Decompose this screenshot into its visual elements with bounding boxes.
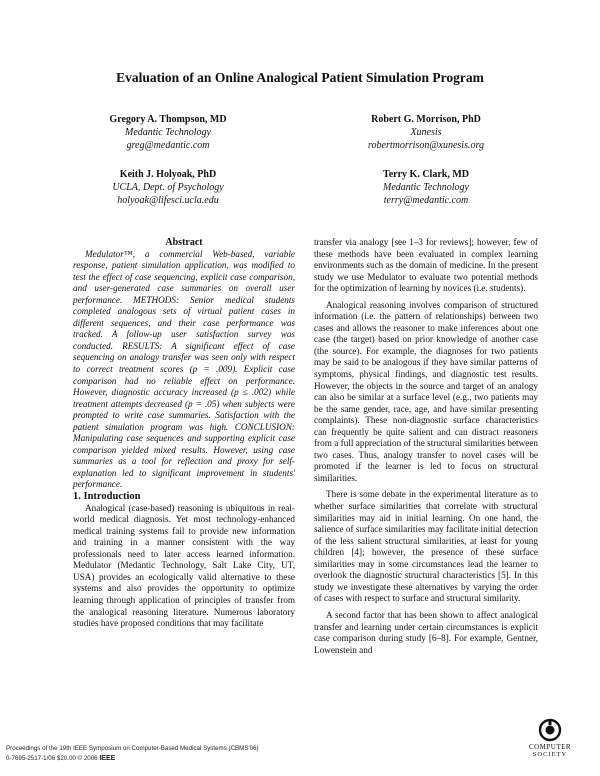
author-block xyxy=(68,168,268,207)
author-email[interactable]: holyoak@lifesci.ucla.edu xyxy=(117,195,219,206)
logo-line2: SOCIETY xyxy=(532,751,568,758)
author-block xyxy=(326,113,526,152)
body-paragraph: There is some debate in the experimental literature as to whether surface similarities that correlate with structural similarities may aid in initial learning. On one hand, the salience of surface similarities may facilitate initial detection of the less salient structural similarities, at least for young children [4]; however, the presence of these surface similarities may in some circumstances lead the learner to overlook the diagnostic structural characteristics [5]. In this study we investigate these alternatives by varying the order of cases with respect to surface and structural similarity. xyxy=(314,489,538,604)
body-paragraph: Analogical reasoning involves comparison of structured information (i.e. the pattern of relationships) between two cases and allows the reasoner to make inferences about one case (the target) based on prior knowledge of another case (the source). For example, the diagnoses for two patients may be said to be analogous if they have similar patterns of symptoms, physical findings, and diagnostic test results. However, the objects in the source and target of an analogy can also be similar at a surface level (e.g., two patients may be the same gender, race, age, and have similar presenting complaints). These non-diagnostic surface characteristics can frequently be quite salient and can distract reasoners from a full appreciation of the structural similarities between two cases. Thus, analogy transfer to novel cases will be promoted if the learner is led to focus on structural similarities. xyxy=(314,299,538,483)
author-affiliation: Medantic Technology xyxy=(124,127,211,138)
author-affiliation: UCLA, Dept. of Psychology xyxy=(112,182,224,193)
author-name: Keith J. Holyoak, PhD xyxy=(119,169,217,180)
proceedings-footer: Proceedings of the 19th IEEE Symposium on Computer-Based Medical Systems (CBMS'06) xyxy=(6,745,259,752)
body-paragraph: transfer via analogy [see 1–3 for reviews]; however, few of these methods have been evaluated in complex learning environments such as the domain of medicine. In the present study we use Medulator to evaluate two potential methods for the optimization of learning by novices (i.e. students). xyxy=(314,237,538,294)
abstract-heading: Abstract xyxy=(165,237,203,248)
ieee-mark: IEEE xyxy=(99,755,116,762)
abstract-text: Medulator™, a commercial Web-based, variable response, patient simulation application, was modified to test the effect of case sequencing, explicit case comparison, and user-generated case summaries on overall user performance. METHODS: Senior medical students completed analogous sets of virtual patient cases in different sequences, and their case performance was tracked. A follow-up user satisfaction survey was conducted. RESULTS: A significant effect of case sequencing on analogy transfer was seen only with respect to correct treatment scores (p = .009). Explicit case comparison had no reliable effect on performance. However, diagnostic accuracy increased (p ≤ .002) while treatment attempts decreased (p = .05) when subjects were prompted to write case summaries. Satisfaction with the patient simulation program was high. CONCLUSION: Manipulating case sequences and supporting explicit case comparison yielded mixed results. However, using case summaries as a tool for reflection and proxy for self-explanation led to significant improvement in students' performance. xyxy=(73,248,295,490)
author-affiliation: Medantic Technology xyxy=(382,182,469,193)
left-column xyxy=(73,237,295,630)
author-name: Robert G. Morrison, PhD xyxy=(371,114,481,125)
body-paragraph: A second factor that has been shown to affect analogical transfer and learning under certain circumstances is explicit case comparison during study [6–8]. For example, Gentner, Lowenstein and xyxy=(314,609,538,655)
logo-line1: COMPUTER xyxy=(528,743,572,751)
isbn-text: 0-7695-2517-1/06 $20.00 © 2006 xyxy=(6,755,98,762)
author-block xyxy=(68,113,268,152)
author-name: Gregory A. Thompson, MD xyxy=(109,114,227,125)
introduction-heading: 1. Introduction xyxy=(73,491,141,503)
author-email[interactable]: greg@medantic.com xyxy=(126,140,210,151)
author-email[interactable]: robertmorrison@xunesis.org xyxy=(368,140,484,151)
paper-title: Evaluation of an Online Analogical Patient Simulation Program xyxy=(116,70,484,85)
right-column xyxy=(314,237,538,656)
author-email[interactable]: terry@medantic.com xyxy=(383,195,469,206)
author-name: Terry K. Clark, MD xyxy=(382,169,469,180)
author-affiliation: Xunesis xyxy=(410,127,442,138)
computer-society-emblem-icon xyxy=(538,718,562,742)
author-block xyxy=(326,168,526,207)
isbn-footer xyxy=(6,755,115,762)
computer-society-logo xyxy=(515,718,585,758)
introduction-paragraph: Analogical (case-based) reasoning is ubiquitous in real-world medical diagnosis. Yet most technology-enhanced medical training systems fail to provide new information and training in a manner consistent with the way professionals need to later access learned information. Medulator (Medantic Technology, Salt Lake City, UT, USA) provides an ecologically valid alternative to these systems and also provides the opportunity to optimize learning through application of principles of transfer from the analogical reasoning literature. Numerous laboratory studies have proposed conditions that may facilitate xyxy=(73,502,295,629)
